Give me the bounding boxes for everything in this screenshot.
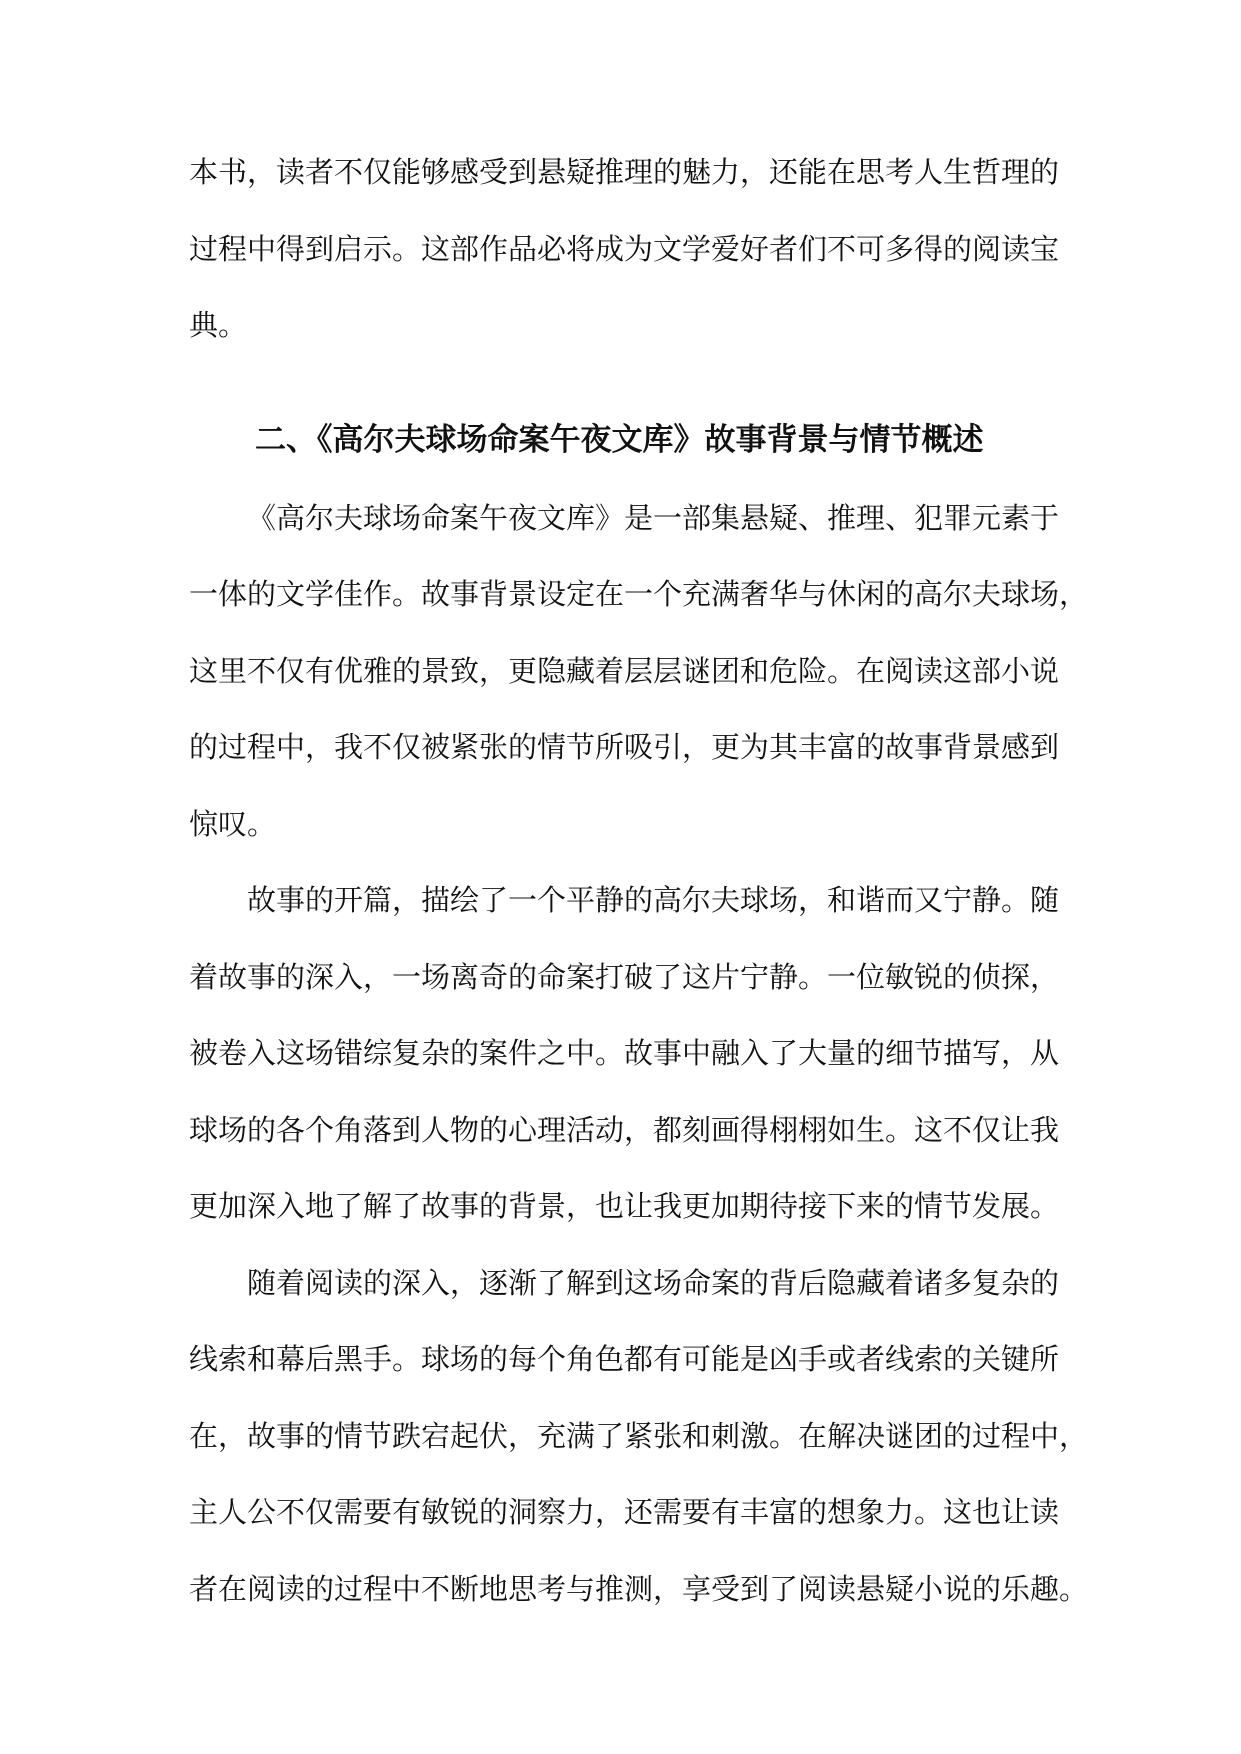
text-line: 主人公不仅需要有敏锐的洞察力，还需要有丰富的想象力。这也让读 <box>189 1495 1060 1529</box>
text-line: 《高尔夫球场命案午夜文库》是一部集悬疑、推理、犯罪元素于 <box>247 500 1060 535</box>
text-line: 着故事的深入，一场离奇的命案打破了这片宁静。一位敏锐的侦探， <box>189 959 1060 994</box>
text-line: 过程中得到启示。这部作品必将成为文学爱好者们不可多得的阅读宝 <box>189 231 1060 266</box>
text-line: 惊叹。 <box>189 806 277 841</box>
text-line: 一体的文学佳作。故事背景设定在一个充满奢华与休闲的高尔夫球场， <box>189 577 1089 611</box>
text-line: 的过程中，我不仅被紧张的情节所吸引，更为其丰富的故事背景感到 <box>189 730 1060 764</box>
paragraph <box>189 488 1089 871</box>
document-body <box>189 142 1089 1635</box>
text-line: 典。 <box>189 308 248 342</box>
text-line: 这里不仅有优雅的景致，更隐藏着层层谜团和危险。在阅读这部小说 <box>189 653 1060 688</box>
text-line: 线索和幕后黑手。球场的每个角色都有可能是凶手或者线索的关键所 <box>189 1342 1060 1376</box>
spacer <box>189 372 1049 408</box>
text-line: 本书，读者不仅能够感受到悬疑推理的魅力，还能在思考人生哲理的 <box>189 155 1060 189</box>
text-line: 者在阅读的过程中不断地思考与推测，享受到了阅读悬疑小说的乐趣。 <box>189 1571 1089 1606</box>
paragraph <box>189 870 1060 1253</box>
section-heading: 二、《高尔夫球场命案午夜文库》故事背景与情节概述 <box>255 421 984 458</box>
text-line: 被卷入这场错综复杂的案件之中。故事中融入了大量的细节描写，从 <box>189 1036 1060 1070</box>
paragraph <box>189 1253 1089 1636</box>
paragraph-continued <box>189 142 1060 372</box>
text-line: 随着阅读的深入，逐渐了解到这场命案的背后隐藏着诸多复杂的 <box>247 1265 1060 1300</box>
text-line: 在，故事的情节跌宕起伏，充满了紧张和刺激。在解决谜团的过程中， <box>189 1418 1089 1453</box>
text-line: 球场的各个角落到人物的心理活动，都刻画得栩栩如生。这不仅让我 <box>189 1112 1060 1147</box>
text-line: 更加深入地了解了故事的背景，也让我更加期待接下来的情节发展。 <box>189 1189 1060 1223</box>
text-line: 故事的开篇，描绘了一个平静的高尔夫球场，和谐而又宁静。随 <box>247 883 1060 917</box>
